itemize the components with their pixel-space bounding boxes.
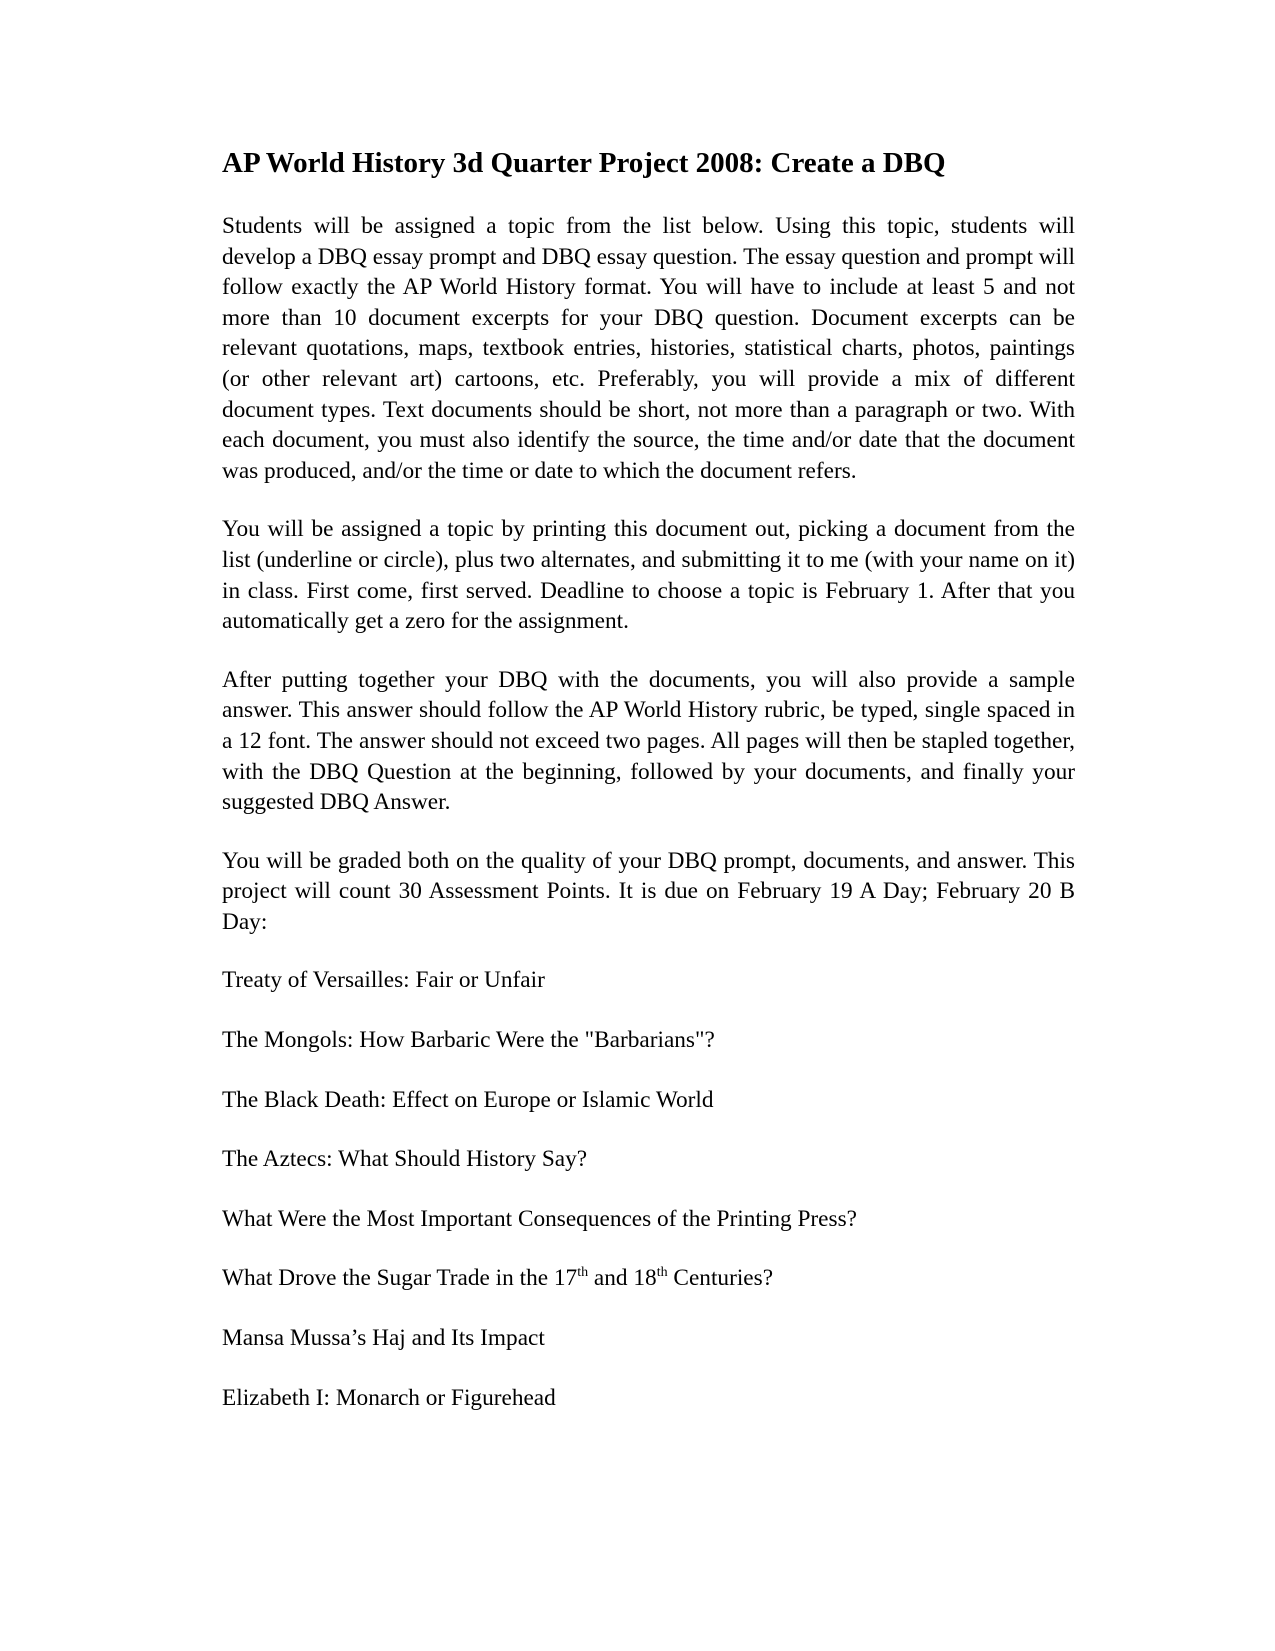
topic-item: The Aztecs: What Should History Say? xyxy=(222,1146,588,1173)
topic-text: and 18 xyxy=(588,1265,657,1292)
topic-text: What Drove the Sugar Trade in the 17 xyxy=(222,1265,578,1292)
topic-item: The Black Death: Effect on Europe or Islamic World xyxy=(222,1086,714,1113)
topic-item: Mansa Mussa’s Haj and Its Impact xyxy=(222,1325,545,1352)
paragraph-assignment-overview: Students will be assigned a topic from the list below. Using this topic, students will develop a DBQ essay prompt and DBQ essay question. The essay question and prompt will follow exactly the AP World History format. You will have to include at least 5 and not more than 10 document excerpts for your DBQ question. Document excerpts can be relevant quotations, maps, textbook entries, histories, statistical charts, photos, paintings (or other relevant art) cartoons, etc. Preferably, you will provide a mix of different document types. Text documents should be short, not more than a paragraph or two. With each document, you must also identify the source, the time and/or date that the document was produced, and/or the time or date to which the document refers. xyxy=(222,213,1076,484)
paragraph-sample-answer: After putting together your DBQ with the documents, you will also provide a sample answer. This answer should follow the AP World History rubric, be typed, single spaced in a 12 font. The answer should not exceed two pages. All pages will then be stapled together, with the DBQ Question at the beginning, followed by your documents, and finally your suggested DBQ Answer. xyxy=(222,666,1075,816)
topic-item xyxy=(222,1263,1075,1294)
topic-item: What Were the Most Important Consequences of the Printing Press? xyxy=(222,1205,857,1232)
topic-text: Centuries? xyxy=(667,1265,774,1292)
ordinal-suffix: th xyxy=(656,1265,668,1281)
ordinal-suffix: th xyxy=(577,1265,589,1281)
document-page xyxy=(222,145,1075,1442)
paragraph-grading: You will be graded both on the quality of your DBQ prompt, documents, and answer. This project will count 30 Assessment Points. It is due on February 19 A Day; February 20 B Day: xyxy=(222,847,1075,935)
topic-item: The Mongols: How Barbaric Were the "Barbarians"? xyxy=(222,1027,715,1054)
paragraph-topic-selection: You will be assigned a topic by printing this document out, picking a document from the list (underline or circle), plus two alternates, and submitting it to me (with your name on it) in class. First come, first served. Deadline to choose a topic is February 1. After that you automatically get a zero for the assignment. xyxy=(222,516,1075,635)
document-title: AP World History 3d Quarter Project 2008: Create a DBQ xyxy=(222,147,946,179)
topic-item: Elizabeth I: Monarch or Figurehead xyxy=(222,1384,556,1411)
topic-item: Treaty of Versailles: Fair or Unfair xyxy=(222,967,545,994)
